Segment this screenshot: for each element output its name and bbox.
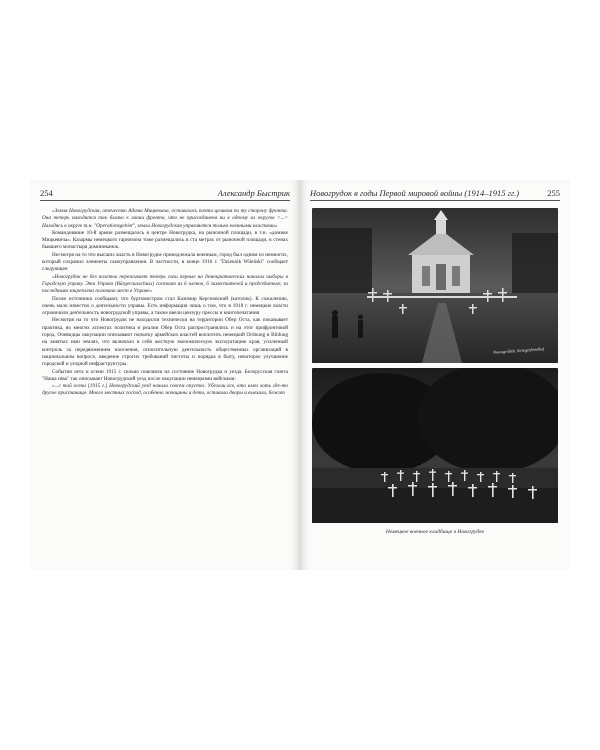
right-header-rule (310, 200, 560, 201)
right-running-head: Новогрудок в годы Первой мировой войны (1914–1915 гг.) (310, 188, 520, 198)
paragraph-5: Позже источники сообщают, что бургомистром стал Казимир Керсновский (католик). К сожалению, очень мало известно о деятельности управы. Есть информация лишь о том, что в 1918 г. немецкие власти ограничили деятельность новогрудской управы, а также ввели цензуру прессы и книгопечатания (42, 295, 288, 317)
paragraph-4: «Новогрудок не без полетов переживает теперь свои первые на демократических началах выборы в Городскую управу. Эта Управа (Bürgerausschuss) состоит из 6 членов, 6 заместителей и председателя; за последними закреплена половина мест в Управе» (42, 273, 288, 295)
left-running-head: Александр Быстрик (217, 188, 290, 198)
right-page-number: 255 (547, 188, 560, 198)
left-page-number: 254 (40, 188, 53, 198)
cemetery-crosses-photo (312, 368, 558, 523)
left-page (30, 180, 300, 570)
photo-inscription: Nowogródek. Kriegerfriedhof (492, 346, 545, 355)
paragraph-8: «...с той осени [1915 г.] Новогрудский уезд начали совсем опустел. Убегали все, кто имел хоть где-то другое пристанище. Много местных господ, особенно женщины и дети, оставили дворы и выехали, бежит (42, 383, 288, 397)
photo-caption: Немецкое военное кладбище в Новогрудке (385, 529, 485, 535)
left-header-rule (40, 200, 290, 201)
paragraph-2: Командование 10-й армии размещалось в центре Новогрудка, на рыночной площади, в т.н. «домике Мицкевича». Казармы немецкого гарнизона тоже размещались в ста метрах от рыночной площади, в стенах бывшего монастыря доминиканок. (42, 229, 288, 251)
cemetery-crosses-image (312, 368, 558, 523)
paragraph-1: «Земля Новогрудская, отечество Адама Мицкевича, оставалась почти целиком по ту сторону фронта. Она теперь находится так близко к линии фронта, что не присоединена ни к одному из округов <...> Находясь в округе т.н. "Operationsgebiet", земли Новогрудская управляется только военными властями» (42, 208, 288, 229)
cemetery-chapel-image (312, 208, 558, 363)
right-page (300, 180, 570, 570)
paragraph-3: Несмотря на то что высших власть в Новогрудке принадлежала военным, город был одним из немногих, который сохранил элементы самоуправления. В частности, в конце 1916 г. "Dziennik Wileński" сообщает следующее: (42, 251, 288, 273)
paragraph-6: Несмотря на то что Новогрудок не находился технически на территории Обер Оста, как показывает практика, во многих аспектах политика и реалии Обер Оста распространялись и на этот прифронтовой город. Очевидцы оккупации описывают попытку армейских властей воплотить немецкий Ordnung и Bildung на занятых ими землях, что включало в себя жесткую экономическую эксплуатацию края, усиленный контроль за передвижением населения, относительную деятельность общественных организаций в национальном вопросе, введение строгих требований чистоты и порядка в быту, некоторое улучшение городской и уездной инфраструктуры. (42, 317, 288, 368)
right-page-header (310, 188, 560, 200)
left-page-header (40, 188, 290, 200)
cemetery-chapel-photo (312, 208, 558, 363)
paragraph-7: События лета и осени 1915 г. сильно повлияли на состояние Новогрудка и уезда. Белорусская газета "Наша ніва" так описывает Новогрудский уезд после оккупации немецкими войсками: (42, 368, 288, 382)
left-page-body (42, 208, 288, 570)
